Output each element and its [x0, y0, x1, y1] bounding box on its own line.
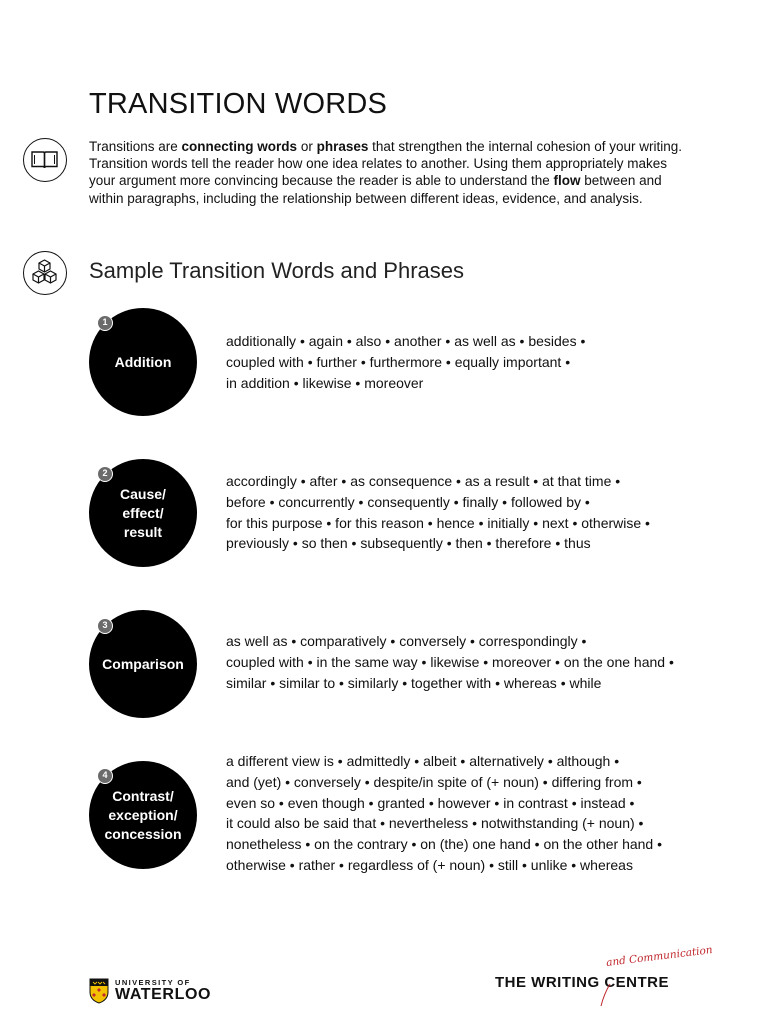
- number-badge: 1: [97, 315, 113, 331]
- word-line: for this purpose • for this reason • hence • initially • next • otherwise •: [226, 514, 650, 531]
- number-badge: 3: [97, 618, 113, 634]
- word-list-comparison: [226, 631, 674, 693]
- uw-big-text: WATERLOO: [115, 986, 212, 1004]
- word-line: nonetheless • on the contrary • on (the) one hand • on the other hand •: [226, 836, 663, 853]
- category-label: effect/: [122, 504, 164, 521]
- category-label: Addition: [114, 353, 172, 370]
- word-line: previously • so then • subsequently • then • therefore • thus: [226, 535, 591, 552]
- number-badge: 2: [97, 466, 113, 482]
- word-line: even so • even though • granted • however • in contrast • instead •: [226, 794, 635, 811]
- swoosh-icon: [598, 982, 628, 1008]
- word-line: otherwise • rather • regardless of (+ noun) • still • unlike • whereas: [226, 856, 633, 873]
- writing-centre-logo-text: THE WRITING CENTRE: [495, 974, 669, 991]
- book-icon: [23, 138, 67, 182]
- number-badge: 4: [97, 768, 113, 784]
- intro-bold-flow: flow: [553, 173, 581, 189]
- category-label: concession: [104, 825, 182, 842]
- word-list-addition: [226, 331, 585, 393]
- intro-bold-phrases: phrases: [316, 139, 369, 154]
- word-line: in addition • likewise • moreover: [226, 374, 424, 391]
- writing-centre-script-text: and Communication: [605, 944, 714, 969]
- intro-bold-connecting-words: connecting words: [181, 139, 298, 154]
- word-line: coupled with • in the same way • likewise • moreover • on the one hand •: [226, 653, 674, 670]
- word-line: before • concurrently • consequently • finally • followed by •: [226, 493, 590, 510]
- page-title: TRANSITION WORDS: [89, 88, 388, 120]
- shield-icon: [89, 978, 109, 1004]
- category-label: exception/: [108, 806, 178, 823]
- word-line: accordingly • after • as consequence • as a result • at that time •: [226, 473, 621, 489]
- category-label: Comparison: [102, 655, 184, 672]
- word-line: and (yet) • conversely • despite/in spite of (+ noun) • differing from •: [226, 773, 642, 790]
- category-label: Cause/: [120, 485, 166, 502]
- word-list-cause-effect: [226, 471, 650, 554]
- category-label: result: [123, 523, 163, 540]
- uw-small-text: UNIVERSITY OF: [115, 977, 191, 987]
- intro-paragraph: Transitions are connecting words or phrases that strengthen the internal cohesion of your writing. Transition words tell the reader how one idea relates to another. Using them appropriately makes your argument more convincing because the reader is able to understand the flow between and within paragraphs, including the relationship between different ideas, evidence, and analysis.: [89, 139, 683, 206]
- word-line: it could also be said that • nevertheless • notwithstanding (+ noun) •: [226, 815, 644, 832]
- category-label: Contrast/: [112, 787, 174, 804]
- word-line: a different view is • admittedly • albeit • alternatively • although •: [226, 753, 620, 769]
- word-list-contrast: [226, 751, 662, 876]
- word-line: additionally • again • also • another • as well as • besides •: [226, 333, 586, 349]
- uw-logo: [89, 978, 211, 1004]
- section-heading: Sample Transition Words and Phrases: [89, 258, 464, 283]
- word-line: coupled with • further • furthermore • equally important •: [226, 353, 571, 370]
- word-line: similar • similar to • similarly • together with • whereas • while: [226, 674, 602, 691]
- word-line: as well as • comparatively • conversely • correspondingly •: [226, 633, 587, 649]
- cubes-icon: [23, 251, 67, 295]
